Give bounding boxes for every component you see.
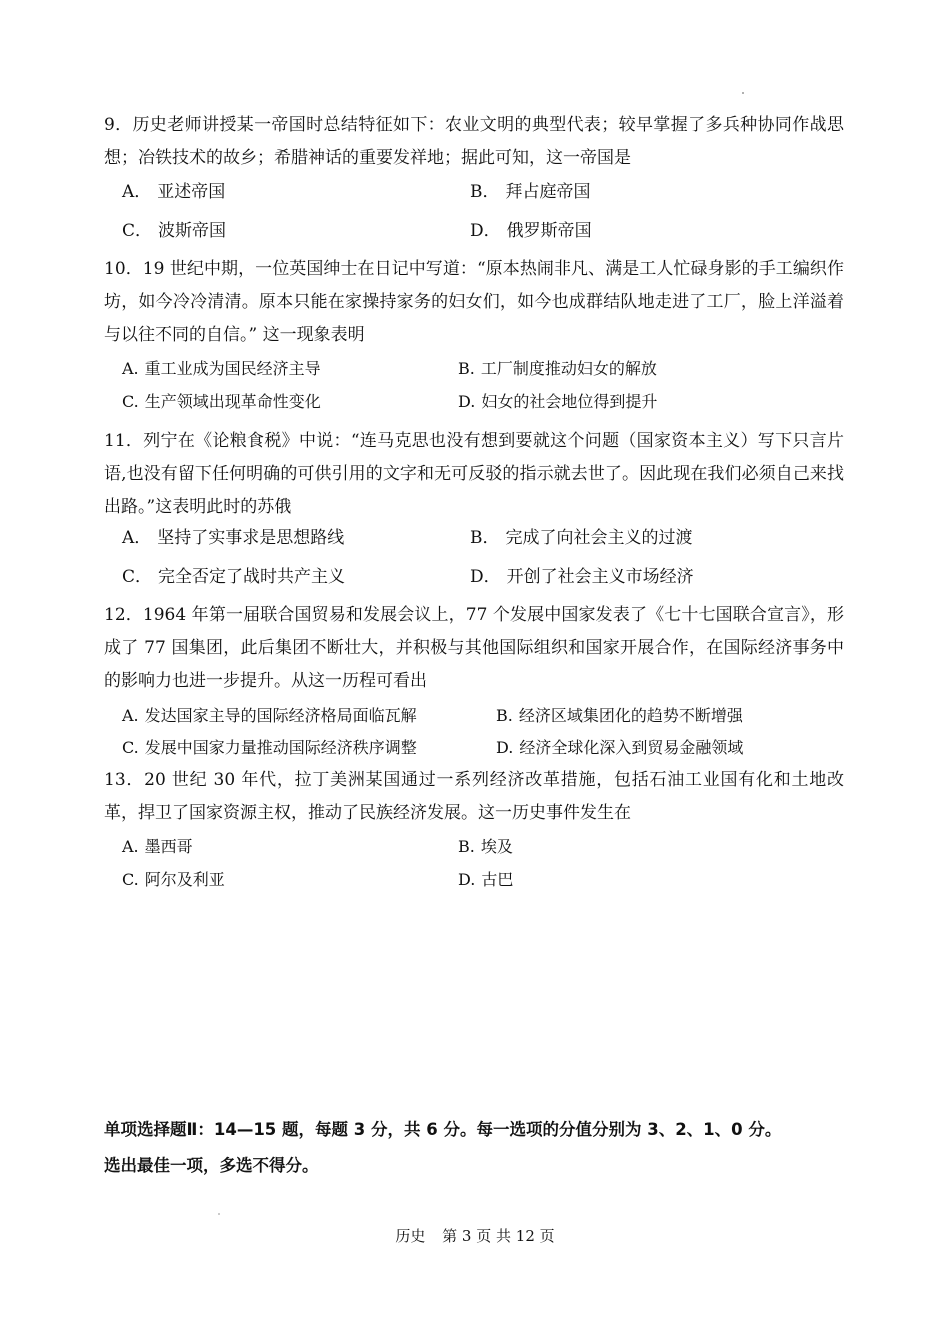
option-text: 完成了向社会主义的过渡	[505, 528, 693, 548]
option-label: A.	[122, 706, 139, 725]
option-text: 工厂制度推动妇女的解放	[480, 359, 657, 378]
option-label: A．	[122, 182, 152, 202]
option-text: 波斯帝国	[158, 221, 227, 241]
section-instructions	[104, 1113, 849, 1183]
option-label: A.	[122, 359, 139, 378]
option-label: C．	[122, 221, 153, 241]
option-label: C．	[122, 567, 153, 587]
question-11-option-c[interactable]	[122, 566, 345, 588]
question-12-option-c[interactable]	[122, 737, 417, 759]
question-13-option-b[interactable]	[458, 836, 513, 858]
option-text: 开创了社会主义市场经济	[506, 567, 694, 587]
option-label: A.	[122, 837, 139, 856]
question-13-option-a[interactable]	[122, 836, 193, 858]
scan-mark	[218, 1213, 220, 1215]
option-label: C.	[122, 870, 139, 889]
option-text: 墨西哥	[144, 837, 193, 856]
option-label: A．	[122, 528, 152, 548]
question-13-option-d[interactable]	[458, 869, 513, 891]
option-label: C.	[122, 738, 139, 757]
question-13-option-c[interactable]	[122, 869, 225, 891]
question-10-stem: 10．19 世纪中期，一位英国绅士在日记中写道：“原本热闹非凡、满是工人忙碌身影的手工编织作坊，如今冷冷清清。原本只能在家操持家务的妇女们，如今也成群结队地走进了工厂，脸上洋溢着与以往不同的自信。” 这一现象表明	[104, 259, 844, 345]
option-label: B．	[470, 182, 500, 202]
question-10-option-d[interactable]	[458, 391, 657, 413]
question-9-option-a[interactable]	[122, 181, 225, 203]
option-label: B.	[458, 837, 475, 856]
section-line-1: 单项选择题Ⅱ：14—15 题，每题 3 分，共 6 分。每一选项的分值分别为 3、2、1、0 分。	[104, 1120, 782, 1139]
question-12-option-a[interactable]	[122, 705, 417, 727]
question-12-stem: 12．1964 年第一届联合国贸易和发展会议上，77 个发展中国家发表了《七十七国联合宣言》，形成了 77 国集团，此后集团不断壮大，并积极与其他国际组织和国家开展合作，在国际经济事务中的影响力也进一步提升。从这一历程可看出	[104, 605, 844, 691]
question-11-option-d[interactable]	[470, 566, 694, 588]
option-text: 发达国家主导的国际经济格局面临瓦解	[144, 706, 417, 725]
option-label: B.	[458, 359, 475, 378]
question-9-option-b[interactable]	[470, 181, 591, 203]
question-10-option-b[interactable]	[458, 358, 657, 380]
footer-subject: 历史	[395, 1227, 426, 1245]
question-10-option-c[interactable]	[122, 391, 321, 413]
option-text: 古巴	[481, 870, 514, 889]
question-9-option-c[interactable]	[122, 220, 226, 242]
option-text: 妇女的社会地位得到提升	[481, 392, 658, 411]
option-text: 经济区域集团化的趋势不断增强	[518, 706, 743, 725]
option-text: 阿尔及利亚	[144, 870, 225, 889]
option-text: 生产领域出现革命性变化	[144, 392, 321, 411]
question-11-option-a[interactable]	[122, 527, 344, 549]
option-label: D.	[458, 870, 476, 889]
page-footer	[0, 1225, 950, 1246]
option-text: 完全否定了战时共产主义	[158, 567, 346, 587]
question-9-option-d[interactable]	[470, 220, 592, 242]
option-text: 重工业成为国民经济主导	[144, 359, 321, 378]
option-label: D.	[496, 738, 514, 757]
option-text: 埃及	[480, 837, 513, 856]
option-text: 发展中国家力量推动国际经济秩序调整	[144, 738, 417, 757]
option-text: 亚述帝国	[157, 182, 226, 202]
option-text: 经济全球化深入到贸易金融领域	[519, 738, 744, 757]
option-label: D．	[470, 221, 501, 241]
question-11-stem: 11．列宁在《论粮食税》中说：“连马克思也没有想到要就这个问题（国家资本主义）写下只言片语,也没有留下任何明确的可供引用的文字和无可反驳的指示就去世了。因此现在我们必须自己来找出路。”这表明此时的苏俄	[104, 431, 844, 517]
scan-mark	[742, 92, 744, 94]
question-12-option-b[interactable]	[496, 705, 743, 727]
question-13-stem: 13．20 世纪 30 年代，拉丁美洲某国通过一系列经济改革措施，包括石油工业国有化和土地改革，捍卫了国家资源主权，推动了民族经济发展。这一历史事件发生在	[104, 770, 844, 823]
section-line-2: 选出最佳一项，多选不得分。	[104, 1156, 319, 1175]
question-10-option-a[interactable]	[122, 358, 321, 380]
option-label: B．	[470, 528, 500, 548]
footer-page-number: 第 3 页 共 12 页	[442, 1227, 555, 1245]
option-text: 坚持了实事求是思想路线	[157, 528, 345, 548]
option-text: 拜占庭帝国	[505, 182, 591, 202]
option-label: C.	[122, 392, 139, 411]
question-9-stem: 9．历史老师讲授某一帝国时总结特征如下：农业文明的典型代表；较早掌握了多兵种协同作战思想；冶铁技术的故乡；希腊神话的重要发祥地；据此可知，这一帝国是	[104, 115, 844, 168]
option-label: D.	[458, 392, 476, 411]
option-label: D．	[470, 567, 501, 587]
question-12-option-d[interactable]	[496, 737, 743, 759]
question-11-option-b[interactable]	[470, 527, 693, 549]
option-text: 俄罗斯帝国	[506, 221, 592, 241]
option-label: B.	[496, 706, 513, 725]
